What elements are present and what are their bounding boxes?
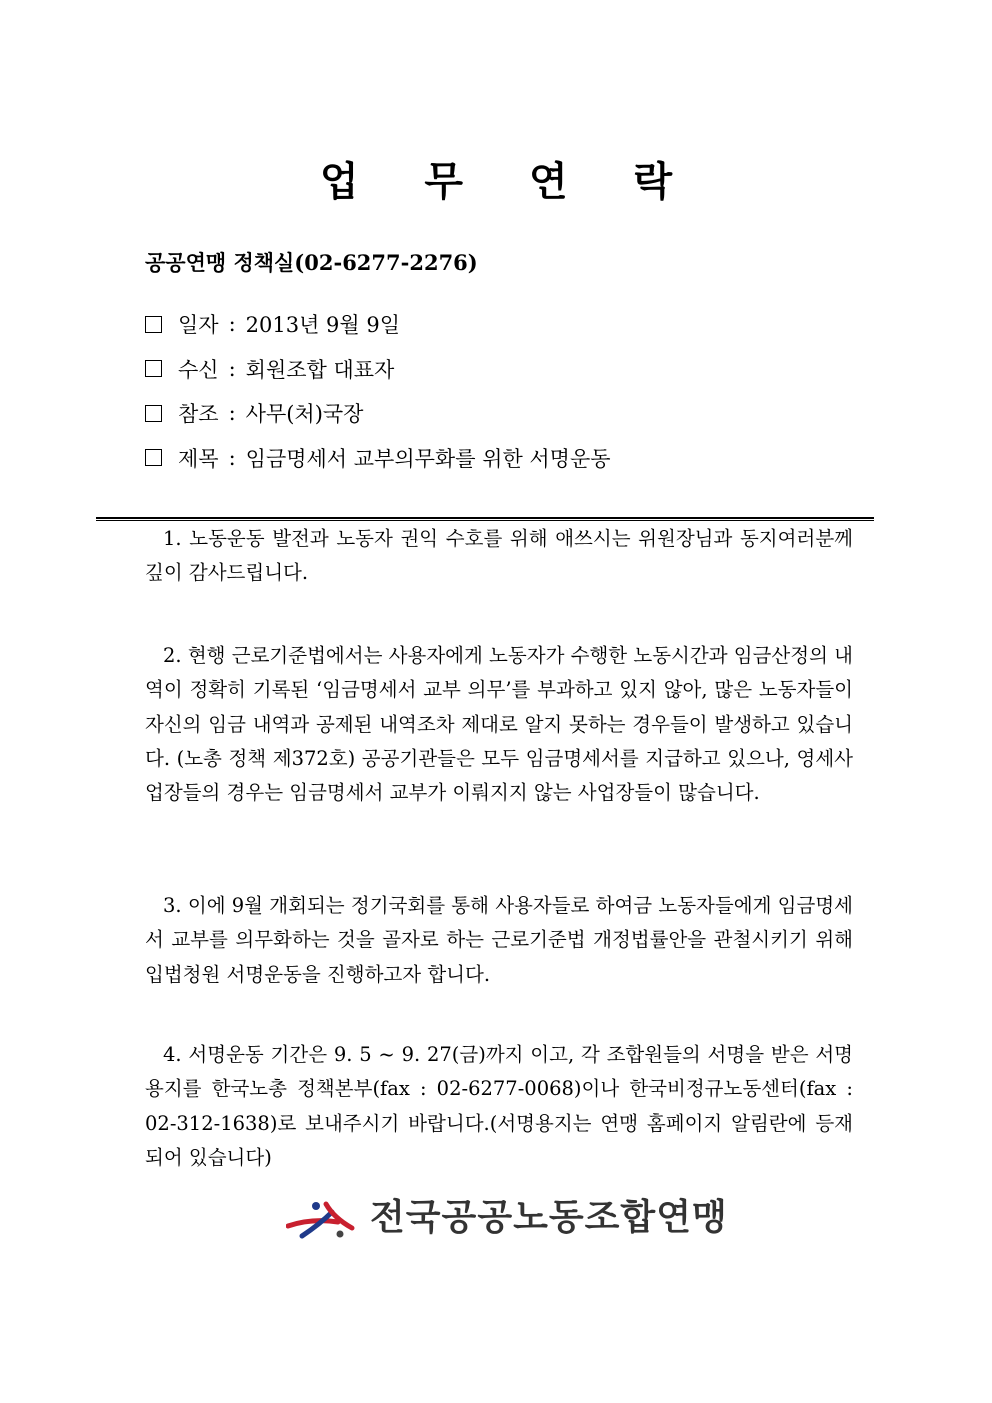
organization-logo	[286, 1192, 816, 1244]
meta-date	[145, 302, 611, 347]
paragraph-number: 4.	[163, 1043, 182, 1066]
meta-separator: :	[228, 401, 236, 426]
meta-label: 참조	[178, 402, 219, 427]
meta-value: 2013년 9월 9일	[245, 313, 401, 338]
paragraph-text: 노동운동 발전과 노동자 권익 수호를 위해 애쓰시는 위원장님과 동지여러분께 깊이 감사드립니다.	[145, 527, 853, 585]
meta-recipient	[145, 347, 611, 392]
paragraph-4	[145, 1038, 853, 1175]
paragraph-number: 3.	[163, 894, 182, 917]
checkbox-icon	[145, 405, 162, 422]
paragraph-text: 서명운동 기간은 9. 5 ~ 9. 27(금)까지 이고, 각 조합원들의 서명을 받은 서명용지를 한국노총 정책본부(fax : 02-6277-0068)이나 한국비정규노동센터(fax : 02-312-1638)로 보내주시기 바랍니다.(서명용지는 연맹 홈페이지 알림란에 등재되어 있습니다)	[145, 1043, 853, 1169]
checkbox-icon	[145, 449, 162, 466]
paragraph-2	[145, 639, 853, 810]
meta-separator: :	[228, 312, 236, 337]
paragraph-3	[145, 889, 853, 992]
meta-list	[145, 302, 611, 480]
paragraph-1	[145, 522, 853, 591]
meta-label: 수신	[178, 357, 219, 382]
logo-text: 전국공공노동조합연맹	[370, 1197, 728, 1238]
logo-emblem-icon	[286, 1194, 366, 1242]
checkbox-icon	[145, 360, 162, 377]
meta-value: 사무(처)국장	[245, 402, 364, 427]
paragraph-text: 현행 근로기준법에서는 사용자에게 노동자가 수행한 노동시간과 임금산정의 내역이 정확히 기록된 ‘임금명세서 교부 의무’를 부과하고 있지 않아, 많은 노동자들이 자신의 임금 내역과 공제된 내역조차 제대로 알지 못하는 경우들이 발생하고 있습니다. (노총 정책 제372호) 공공기관들은 모두 임금명세서를 지급하고 있으나, 영세사업장들의 경우는 임금명세서 교부가 이뤄지지 않는 사업장들이 많습니다.	[145, 644, 854, 805]
paragraph-number: 2.	[163, 644, 182, 667]
checkbox-icon	[145, 316, 162, 333]
meta-separator: :	[228, 356, 236, 381]
meta-value: 임금명세서 교부의무화를 위한 서명운동	[245, 446, 611, 471]
meta-reference	[145, 391, 611, 436]
meta-label: 일자	[178, 313, 219, 338]
document-title: 업 무 연 락	[319, 158, 699, 205]
paragraph-number: 1.	[163, 527, 182, 550]
paragraph-text: 이에 9월 개회되는 정기국회를 통해 사용자들로 하여금 노동자들에게 임금명세서 교부를 의무화하는 것을 골자로 하는 근로기준법 개정법률안을 관철시키기 위해 입법청원 서명운동을 진행하고자 합니다.	[145, 894, 853, 986]
meta-separator: :	[228, 445, 236, 470]
meta-subject	[145, 436, 611, 481]
sender-info: 공공연맹 정책실(02-6277-2276)	[145, 250, 478, 275]
divider	[96, 517, 874, 521]
meta-value: 회원조합 대표자	[245, 357, 395, 382]
meta-label: 제목	[178, 446, 219, 471]
